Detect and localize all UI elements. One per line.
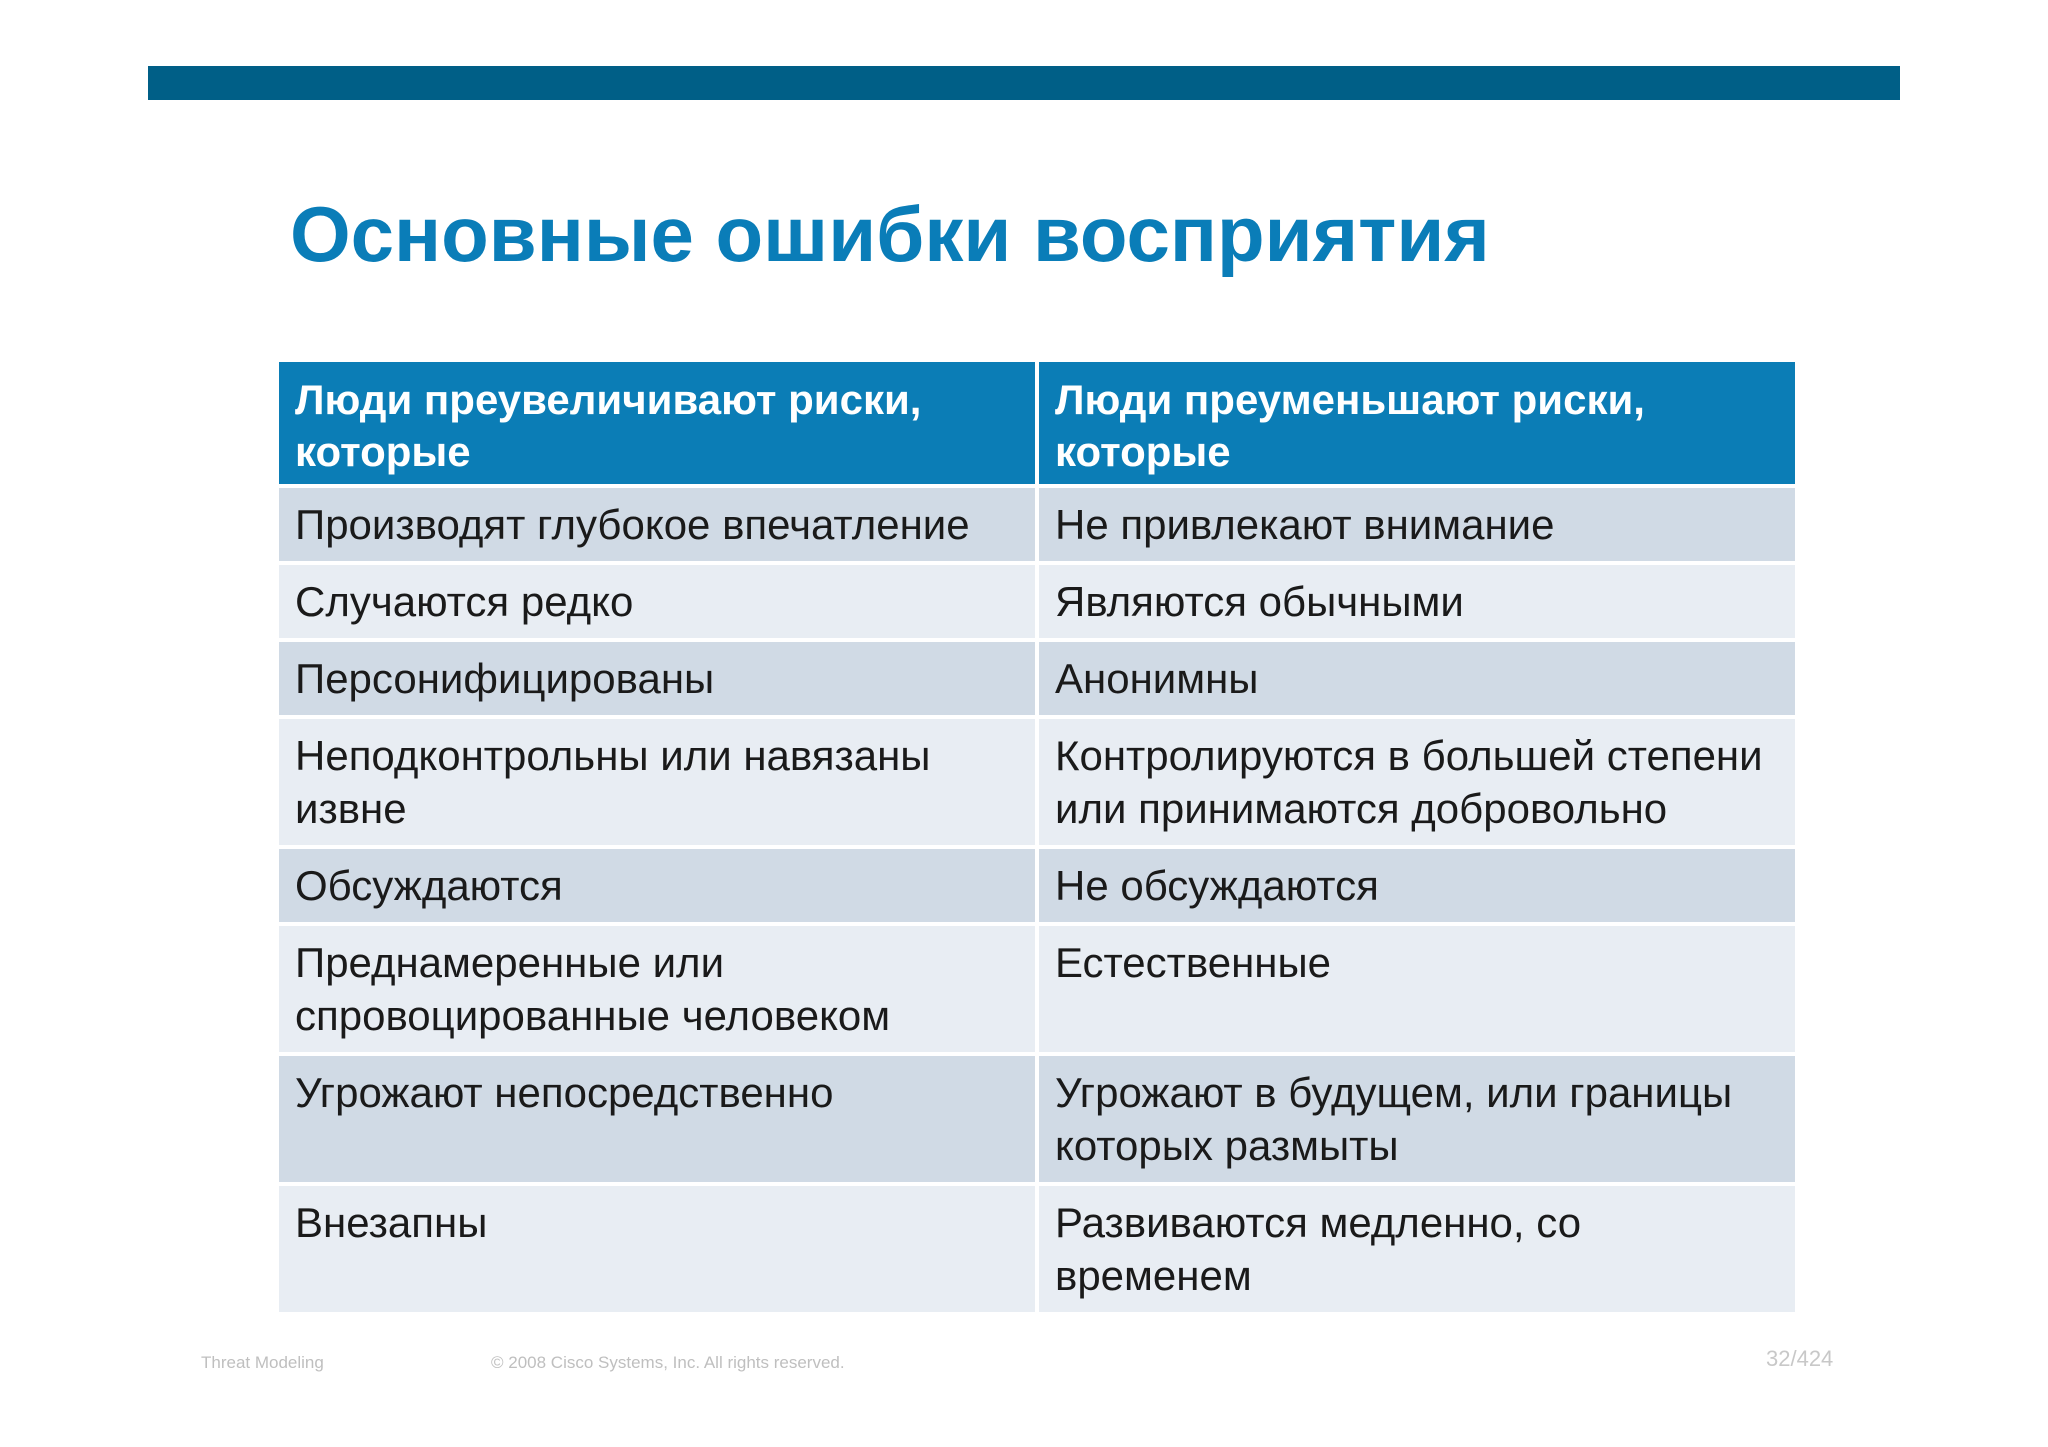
table-header-row [277, 360, 1797, 486]
table-cell-right: Естественные [1037, 924, 1797, 1054]
table-cell-right: Не привлекают внимание [1037, 486, 1797, 563]
risk-perception-table [275, 358, 1795, 1316]
table-cell-left: Внезапны [277, 1184, 1037, 1314]
table-row [277, 563, 1797, 640]
table-cell-right: Анонимны [1037, 640, 1797, 717]
table-cell-left: Производят глубокое впечатление [277, 486, 1037, 563]
table-cell-right: Не обсуждаются [1037, 847, 1797, 924]
table-row [277, 1054, 1797, 1184]
top-accent-bar [148, 66, 1900, 100]
table-row [277, 640, 1797, 717]
footer-course: Threat Modeling [201, 1353, 324, 1372]
comparison-table [275, 358, 1799, 1316]
header-exaggerate: Люди преувеличивают риски, которые [277, 360, 1037, 486]
table-cell-left: Угрожают непосредственно [277, 1054, 1037, 1184]
table-row [277, 1184, 1797, 1314]
table-cell-left: Обсуждаются [277, 847, 1037, 924]
table-cell-right: Контролируются в большей степени или принимаются добровольно [1037, 717, 1797, 847]
table-row [277, 486, 1797, 563]
table-cell-left: Персонифицированы [277, 640, 1037, 717]
table-row [277, 924, 1797, 1054]
table-cell-left: Преднамеренные или спровоцированные человеком [277, 924, 1037, 1054]
footer-copyright: © 2008 Cisco Systems, Inc. All rights reserved. [491, 1353, 845, 1372]
table-row [277, 717, 1797, 847]
table-cell-right: Являются обычными [1037, 563, 1797, 640]
table-cell-right: Развиваются медленно, со временем [1037, 1184, 1797, 1314]
table-cell-left: Неподконтрольны или навязаны извне [277, 717, 1037, 847]
table-row [277, 847, 1797, 924]
table-cell-right: Угрожают в будущем, или границы которых размыты [1037, 1054, 1797, 1184]
page-number: 32/424 [1766, 1346, 1834, 1371]
slide-title: Основные ошибки восприятия [290, 190, 1490, 278]
table-cell-left: Случаются редко [277, 563, 1037, 640]
header-underestimate: Люди преуменьшают риски, которые [1037, 360, 1797, 486]
